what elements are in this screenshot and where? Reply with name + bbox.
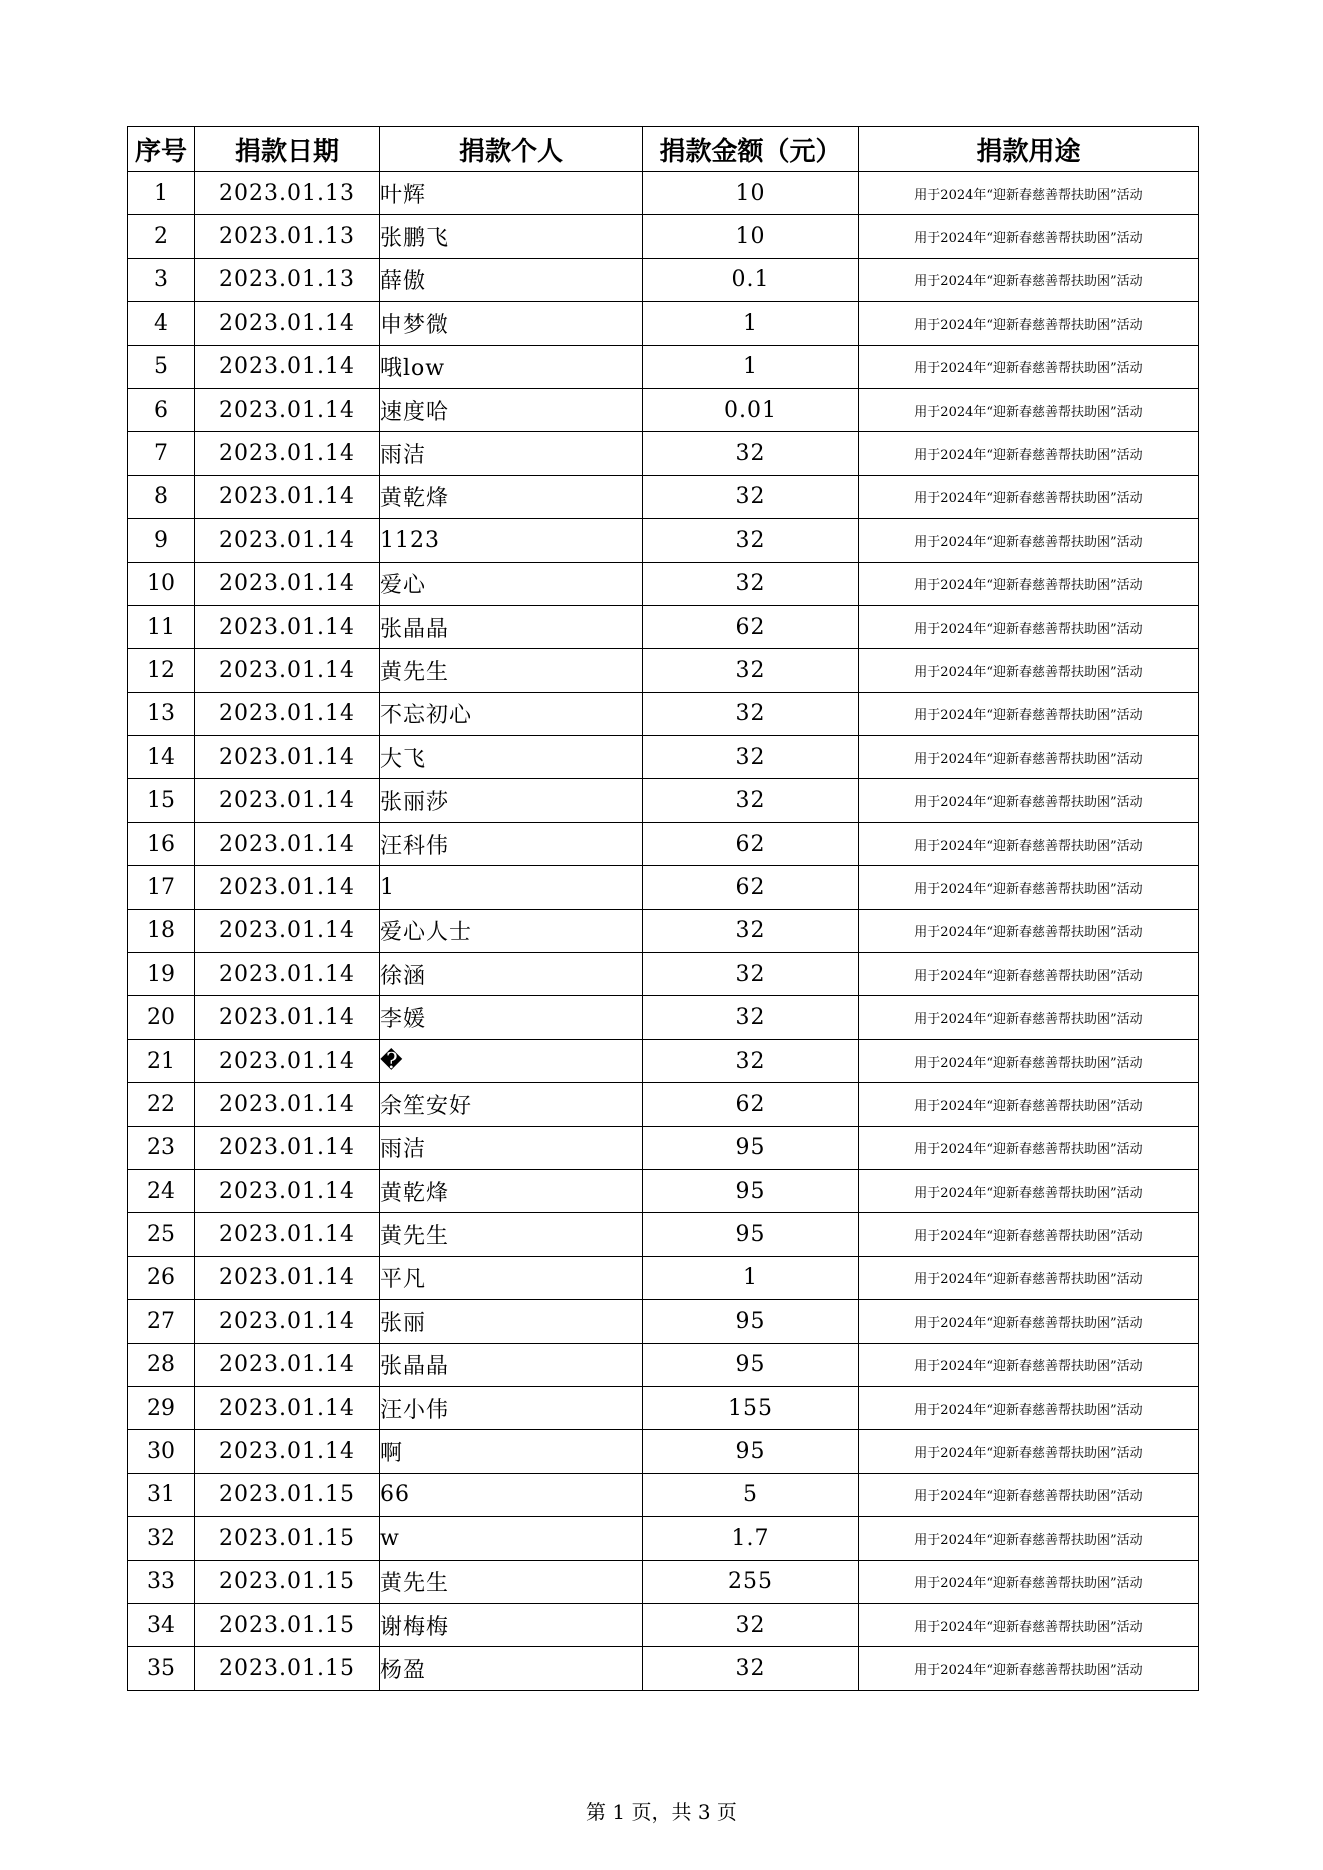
cell-serial-number: 17: [128, 866, 195, 909]
cell-donor: 1123: [380, 519, 643, 562]
header-amount: 捐款金额（元）: [643, 127, 859, 172]
table-row: [128, 1126, 1199, 1169]
cell-purpose: 用于2024年“迎新春慈善帮扶助困”活动: [859, 1386, 1199, 1429]
cell-donor: 平凡: [380, 1256, 643, 1299]
cell-serial-number: 27: [128, 1300, 195, 1343]
table-row: [128, 1256, 1199, 1299]
cell-donor: 黄乾烽: [380, 475, 643, 518]
cell-serial-number: 34: [128, 1603, 195, 1646]
cell-serial-number: 35: [128, 1647, 195, 1690]
cell-serial-number: 20: [128, 996, 195, 1039]
cell-serial-number: 1: [128, 172, 195, 215]
cell-purpose: 用于2024年“迎新春慈善帮扶助困”活动: [859, 1300, 1199, 1343]
table-row: [128, 388, 1199, 431]
table-row: [128, 1169, 1199, 1212]
cell-amount: 10: [643, 215, 859, 258]
cell-donor: 不忘初心: [380, 692, 643, 735]
cell-serial-number: 8: [128, 475, 195, 518]
cell-donor: �: [380, 1039, 643, 1082]
cell-donor: 大飞: [380, 736, 643, 779]
cell-donation-date: 2023.01.14: [195, 1126, 380, 1169]
table-row: [128, 1213, 1199, 1256]
cell-donor: w: [380, 1517, 643, 1560]
cell-donation-date: 2023.01.14: [195, 302, 380, 345]
cell-donor: 叶辉: [380, 172, 643, 215]
cell-amount: 95: [643, 1300, 859, 1343]
cell-amount: 95: [643, 1169, 859, 1212]
cell-purpose: 用于2024年“迎新春慈善帮扶助困”活动: [859, 605, 1199, 648]
cell-amount: 95: [643, 1430, 859, 1473]
cell-purpose: 用于2024年“迎新春慈善帮扶助困”活动: [859, 1473, 1199, 1516]
table-row: [128, 649, 1199, 692]
cell-amount: 1.7: [643, 1517, 859, 1560]
cell-donation-date: 2023.01.14: [195, 475, 380, 518]
cell-purpose: 用于2024年“迎新春慈善帮扶助困”活动: [859, 1169, 1199, 1212]
cell-donation-date: 2023.01.14: [195, 866, 380, 909]
cell-donor: 黄先生: [380, 1213, 643, 1256]
cell-purpose: 用于2024年“迎新春慈善帮扶助困”活动: [859, 432, 1199, 475]
table-row: [128, 736, 1199, 779]
cell-donation-date: 2023.01.15: [195, 1517, 380, 1560]
cell-serial-number: 24: [128, 1169, 195, 1212]
cell-amount: 32: [643, 779, 859, 822]
cell-serial-number: 7: [128, 432, 195, 475]
cell-purpose: 用于2024年“迎新春慈善帮扶助困”活动: [859, 1256, 1199, 1299]
cell-donation-date: 2023.01.15: [195, 1603, 380, 1646]
cell-donation-date: 2023.01.14: [195, 1039, 380, 1082]
cell-donation-date: 2023.01.14: [195, 432, 380, 475]
cell-purpose: 用于2024年“迎新春慈善帮扶助困”活动: [859, 909, 1199, 952]
cell-donation-date: 2023.01.14: [195, 822, 380, 865]
cell-donation-date: 2023.01.14: [195, 736, 380, 779]
cell-purpose: 用于2024年“迎新春慈善帮扶助困”活动: [859, 1213, 1199, 1256]
cell-donation-date: 2023.01.13: [195, 258, 380, 301]
table-row: [128, 692, 1199, 735]
cell-amount: 32: [643, 475, 859, 518]
cell-serial-number: 15: [128, 779, 195, 822]
cell-amount: 95: [643, 1343, 859, 1386]
cell-amount: 32: [643, 1603, 859, 1646]
cell-donation-date: 2023.01.14: [195, 562, 380, 605]
cell-amount: 95: [643, 1126, 859, 1169]
cell-donation-date: 2023.01.15: [195, 1560, 380, 1603]
table-row: [128, 519, 1199, 562]
table-row: [128, 258, 1199, 301]
cell-amount: 1: [643, 302, 859, 345]
cell-serial-number: 12: [128, 649, 195, 692]
cell-purpose: 用于2024年“迎新春慈善帮扶助困”活动: [859, 1039, 1199, 1082]
header-row: [128, 127, 1199, 172]
cell-purpose: 用于2024年“迎新春慈善帮扶助困”活动: [859, 519, 1199, 562]
cell-purpose: 用于2024年“迎新春慈善帮扶助困”活动: [859, 258, 1199, 301]
cell-amount: 32: [643, 996, 859, 1039]
cell-amount: 32: [643, 736, 859, 779]
cell-donor: 1: [380, 866, 643, 909]
cell-serial-number: 10: [128, 562, 195, 605]
cell-serial-number: 19: [128, 953, 195, 996]
table-row: [128, 1039, 1199, 1082]
table-row: [128, 996, 1199, 1039]
cell-donation-date: 2023.01.14: [195, 996, 380, 1039]
cell-purpose: 用于2024年“迎新春慈善帮扶助困”活动: [859, 866, 1199, 909]
cell-donation-date: 2023.01.14: [195, 1343, 380, 1386]
cell-donation-date: 2023.01.14: [195, 1256, 380, 1299]
table-header: [128, 127, 1199, 172]
cell-donor: 雨洁: [380, 432, 643, 475]
cell-donation-date: 2023.01.14: [195, 605, 380, 648]
cell-purpose: 用于2024年“迎新春慈善帮扶助困”活动: [859, 1603, 1199, 1646]
cell-donation-date: 2023.01.14: [195, 1169, 380, 1212]
cell-serial-number: 21: [128, 1039, 195, 1082]
cell-purpose: 用于2024年“迎新春慈善帮扶助困”活动: [859, 1560, 1199, 1603]
cell-amount: 155: [643, 1386, 859, 1429]
table-row: [128, 953, 1199, 996]
cell-amount: 32: [643, 519, 859, 562]
table-body: [128, 172, 1199, 1691]
table-row: [128, 172, 1199, 215]
cell-serial-number: 32: [128, 1517, 195, 1560]
cell-donation-date: 2023.01.15: [195, 1647, 380, 1690]
table-row: [128, 909, 1199, 952]
cell-donation-date: 2023.01.14: [195, 519, 380, 562]
cell-donor: 李媛: [380, 996, 643, 1039]
cell-donation-date: 2023.01.15: [195, 1473, 380, 1516]
cell-donation-date: 2023.01.13: [195, 172, 380, 215]
cell-donor: 徐涵: [380, 953, 643, 996]
cell-donor: 汪小伟: [380, 1386, 643, 1429]
cell-donor: 汪科伟: [380, 822, 643, 865]
cell-amount: 62: [643, 822, 859, 865]
cell-donor: 爱心: [380, 562, 643, 605]
table-row: [128, 302, 1199, 345]
cell-purpose: 用于2024年“迎新春慈善帮扶助困”活动: [859, 1517, 1199, 1560]
cell-amount: 255: [643, 1560, 859, 1603]
cell-donor: 66: [380, 1473, 643, 1516]
cell-purpose: 用于2024年“迎新春慈善帮扶助困”活动: [859, 736, 1199, 779]
table-row: [128, 1343, 1199, 1386]
cell-serial-number: 25: [128, 1213, 195, 1256]
cell-amount: 1: [643, 345, 859, 388]
header-purpose: 捐款用途: [859, 127, 1199, 172]
cell-purpose: 用于2024年“迎新春慈善帮扶助困”活动: [859, 388, 1199, 431]
cell-donor: 张丽莎: [380, 779, 643, 822]
table-row: [128, 1083, 1199, 1126]
table-row: [128, 1603, 1199, 1646]
cell-purpose: 用于2024年“迎新春慈善帮扶助困”活动: [859, 779, 1199, 822]
table-row: [128, 562, 1199, 605]
cell-donation-date: 2023.01.14: [195, 388, 380, 431]
cell-purpose: 用于2024年“迎新春慈善帮扶助困”活动: [859, 562, 1199, 605]
table-row: [128, 1430, 1199, 1473]
table-row: [128, 1473, 1199, 1516]
cell-donor: 余笙安好: [380, 1083, 643, 1126]
cell-purpose: 用于2024年“迎新春慈善帮扶助困”活动: [859, 302, 1199, 345]
cell-donor: 张丽: [380, 1300, 643, 1343]
cell-donor: 杨盈: [380, 1647, 643, 1690]
cell-purpose: 用于2024年“迎新春慈善帮扶助困”活动: [859, 345, 1199, 388]
cell-amount: 32: [643, 432, 859, 475]
donation-table: [127, 126, 1199, 1691]
table-row: [128, 345, 1199, 388]
cell-purpose: 用于2024年“迎新春慈善帮扶助困”活动: [859, 692, 1199, 735]
table-row: [128, 605, 1199, 648]
cell-serial-number: 29: [128, 1386, 195, 1429]
cell-serial-number: 30: [128, 1430, 195, 1473]
cell-donation-date: 2023.01.14: [195, 909, 380, 952]
cell-donation-date: 2023.01.14: [195, 1386, 380, 1429]
cell-purpose: 用于2024年“迎新春慈善帮扶助困”活动: [859, 1647, 1199, 1690]
cell-serial-number: 31: [128, 1473, 195, 1516]
cell-donor: 黄先生: [380, 649, 643, 692]
cell-amount: 62: [643, 605, 859, 648]
cell-purpose: 用于2024年“迎新春慈善帮扶助困”活动: [859, 996, 1199, 1039]
cell-purpose: 用于2024年“迎新春慈善帮扶助困”活动: [859, 1083, 1199, 1126]
cell-amount: 62: [643, 866, 859, 909]
cell-serial-number: 9: [128, 519, 195, 562]
cell-serial-number: 18: [128, 909, 195, 952]
cell-purpose: 用于2024年“迎新春慈善帮扶助困”活动: [859, 1343, 1199, 1386]
cell-serial-number: 5: [128, 345, 195, 388]
cell-donor: 张晶晶: [380, 1343, 643, 1386]
cell-serial-number: 28: [128, 1343, 195, 1386]
cell-amount: 32: [643, 1039, 859, 1082]
cell-amount: 62: [643, 1083, 859, 1126]
table-row: [128, 1647, 1199, 1690]
cell-purpose: 用于2024年“迎新春慈善帮扶助困”活动: [859, 1430, 1199, 1473]
page-footer: 第 1 页，共 3 页: [586, 1800, 737, 1824]
cell-purpose: 用于2024年“迎新春慈善帮扶助困”活动: [859, 172, 1199, 215]
cell-purpose: 用于2024年“迎新春慈善帮扶助困”活动: [859, 215, 1199, 258]
cell-serial-number: 3: [128, 258, 195, 301]
cell-donor: 速度哈: [380, 388, 643, 431]
cell-serial-number: 33: [128, 1560, 195, 1603]
cell-donor: 谢梅梅: [380, 1603, 643, 1646]
cell-purpose: 用于2024年“迎新春慈善帮扶助困”活动: [859, 953, 1199, 996]
cell-serial-number: 4: [128, 302, 195, 345]
cell-purpose: 用于2024年“迎新春慈善帮扶助困”活动: [859, 822, 1199, 865]
table-row: [128, 866, 1199, 909]
cell-serial-number: 13: [128, 692, 195, 735]
table-row: [128, 1560, 1199, 1603]
cell-serial-number: 16: [128, 822, 195, 865]
cell-donation-date: 2023.01.14: [195, 649, 380, 692]
cell-amount: 32: [643, 649, 859, 692]
cell-amount: 32: [643, 909, 859, 952]
cell-donation-date: 2023.01.14: [195, 1300, 380, 1343]
cell-serial-number: 23: [128, 1126, 195, 1169]
cell-amount: 0.01: [643, 388, 859, 431]
cell-amount: 10: [643, 172, 859, 215]
cell-purpose: 用于2024年“迎新春慈善帮扶助困”活动: [859, 649, 1199, 692]
cell-donor: 张晶晶: [380, 605, 643, 648]
table-row: [128, 215, 1199, 258]
cell-serial-number: 11: [128, 605, 195, 648]
cell-amount: 95: [643, 1213, 859, 1256]
cell-donor: 哦low: [380, 345, 643, 388]
table-row: [128, 432, 1199, 475]
table-row: [128, 1386, 1199, 1429]
cell-serial-number: 22: [128, 1083, 195, 1126]
cell-donor: 爱心人士: [380, 909, 643, 952]
cell-serial-number: 14: [128, 736, 195, 779]
cell-donation-date: 2023.01.13: [195, 215, 380, 258]
cell-donor: 申梦微: [380, 302, 643, 345]
table-row: [128, 1517, 1199, 1560]
cell-donor: 雨洁: [380, 1126, 643, 1169]
table-row: [128, 475, 1199, 518]
header-donor: 捐款个人: [380, 127, 643, 172]
cell-donation-date: 2023.01.14: [195, 692, 380, 735]
cell-amount: 32: [643, 692, 859, 735]
cell-donation-date: 2023.01.14: [195, 779, 380, 822]
cell-amount: 1: [643, 1256, 859, 1299]
cell-donor: 黄乾烽: [380, 1169, 643, 1212]
table-row: [128, 779, 1199, 822]
cell-purpose: 用于2024年“迎新春慈善帮扶助困”活动: [859, 1126, 1199, 1169]
cell-donation-date: 2023.01.14: [195, 1213, 380, 1256]
cell-donor: 黄先生: [380, 1560, 643, 1603]
cell-purpose: 用于2024年“迎新春慈善帮扶助困”活动: [859, 475, 1199, 518]
cell-amount: 32: [643, 1647, 859, 1690]
table-row: [128, 822, 1199, 865]
cell-donation-date: 2023.01.14: [195, 345, 380, 388]
cell-amount: 32: [643, 562, 859, 605]
cell-serial-number: 26: [128, 1256, 195, 1299]
cell-serial-number: 6: [128, 388, 195, 431]
cell-serial-number: 2: [128, 215, 195, 258]
cell-amount: 0.1: [643, 258, 859, 301]
table-row: [128, 1300, 1199, 1343]
cell-donation-date: 2023.01.14: [195, 1083, 380, 1126]
header-serial-number: 序号: [128, 127, 195, 172]
cell-donation-date: 2023.01.14: [195, 953, 380, 996]
cell-donation-date: 2023.01.14: [195, 1430, 380, 1473]
header-donation-date: 捐款日期: [195, 127, 380, 172]
cell-amount: 5: [643, 1473, 859, 1516]
cell-donor: 薛傲: [380, 258, 643, 301]
cell-donor: 张鹏飞: [380, 215, 643, 258]
cell-amount: 32: [643, 953, 859, 996]
cell-donor: 啊: [380, 1430, 643, 1473]
